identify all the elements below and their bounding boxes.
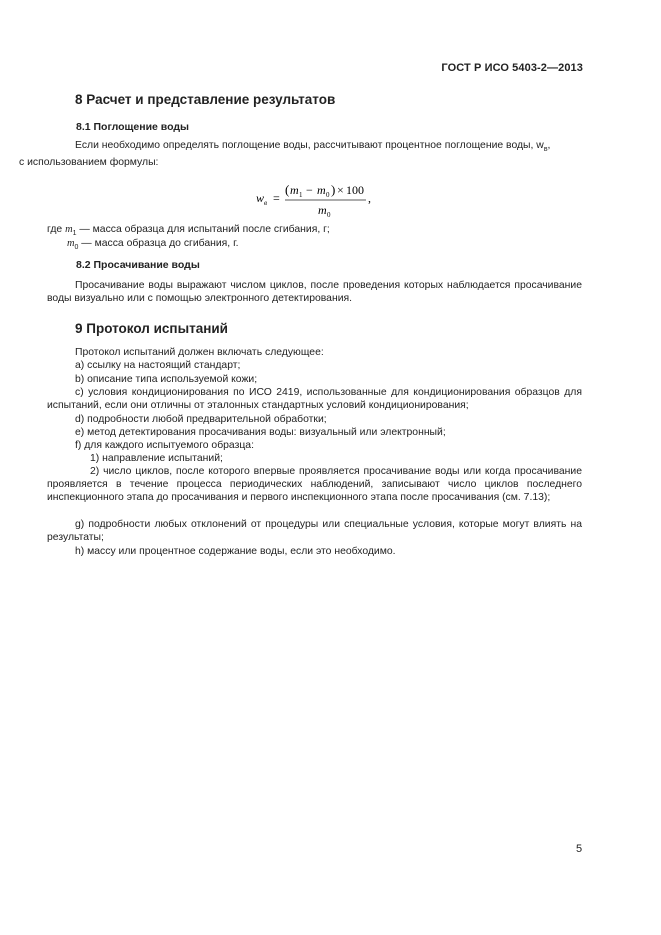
where-m0-line [67,237,238,254]
where-m1-text: — масса образца для испытаний после сгибания, г; [76,224,330,235]
formula-close-paren: ) [331,182,336,197]
protocol-intro: Протокол испытаний должен включать следующее: [75,347,324,358]
where-m1-sub: 1 [72,230,77,238]
document-code-header: ГОСТ Р ИСО 5403-2—2013 [441,62,583,74]
formula-m0-sub: 0 [326,191,330,199]
text-absorption-a: Если необходимо определять поглощение воды, рассчитывают процентное поглощение воды, w [75,140,544,151]
formula-denominator-sub: 0 [327,211,331,219]
protocol-item-h: h) массу или процентное содержание воды, если это необходимо. [75,546,396,557]
subsection-8-1-title: 8.1 Поглощение воды [76,121,190,133]
w-subscript: в [543,146,548,154]
paragraph-water-penetration: Просачивание воды выражают числом циклов, после проведения которых наблюдается просачивание воды визуально или с помощью электронного детектирования. [47,280,582,304]
formula-comma: , [368,191,371,205]
formula-equals: = [273,191,280,205]
protocol-item-g: g) подробности любых отклонений от процедуры или специальные условия, которые могут влиять на результаты; [47,519,582,543]
protocol-item-a: a) ссылку на настоящий стандарт; [75,360,241,371]
paragraph-water-absorption [19,139,582,169]
formula-lhs: w [256,191,265,205]
formula-times: × [337,183,344,197]
where-m0-symbol: m [67,238,75,249]
formula-open-paren: ( [285,182,290,197]
protocol-item-e: e) метод детектирования просачивания воды: визуальный или электронный; [75,427,446,438]
where-m1-symbol: m [65,224,73,235]
formula-denominator-m0: m [318,203,327,217]
where-lead: где [47,224,66,235]
protocol-item-c: c) условия кондиционирования по ИСО 2419, использованные для кондиционирования образцов для испытаний, если они отличны от эталонных стандартных условий кондиционирования; [47,387,582,411]
water-absorption-formula [256,180,386,220]
text-absorption-a-end: , [547,140,551,151]
where-m0-sub: 0 [74,244,79,252]
protocol-item-d: d) подробности любой предварительной обработки; [75,414,327,425]
protocol-item-f1: 1) направление испытаний; [90,453,223,464]
protocol-item-f: f) для каждого испытуемого образца: [75,440,254,451]
protocol-item-b: b) описание типа используемой кожи; [75,374,258,385]
page-number: 5 [576,843,583,855]
formula-hundred: 100 [346,183,364,197]
section-8-title: 8 Расчет и представление результатов [75,92,336,107]
formula-m1: m [290,183,299,197]
formula-m1-sub: 1 [299,191,303,199]
where-m0-text: — масса образца до сгибания, г. [78,238,239,249]
section-9-title: 9 Протокол испытаний [75,321,228,336]
formula-m0: m [317,183,326,197]
text-absorption-b: с использованием формулы: [19,157,159,169]
subsection-8-2-title: 8.2 Просачивание воды [76,259,200,271]
formula-minus: − [306,183,313,197]
protocol-item-f2: 2) число циклов, после которого впервые проявляется просачивание воды или когда просачивание проявляется в течение процесса периодических наблюдений, записывают число циклов последнего инспекционного этапа до просачивания и первого инспекционного этапа после просачивания (см. 7.13); [47,466,582,503]
formula-lhs-sub: в [264,199,268,207]
